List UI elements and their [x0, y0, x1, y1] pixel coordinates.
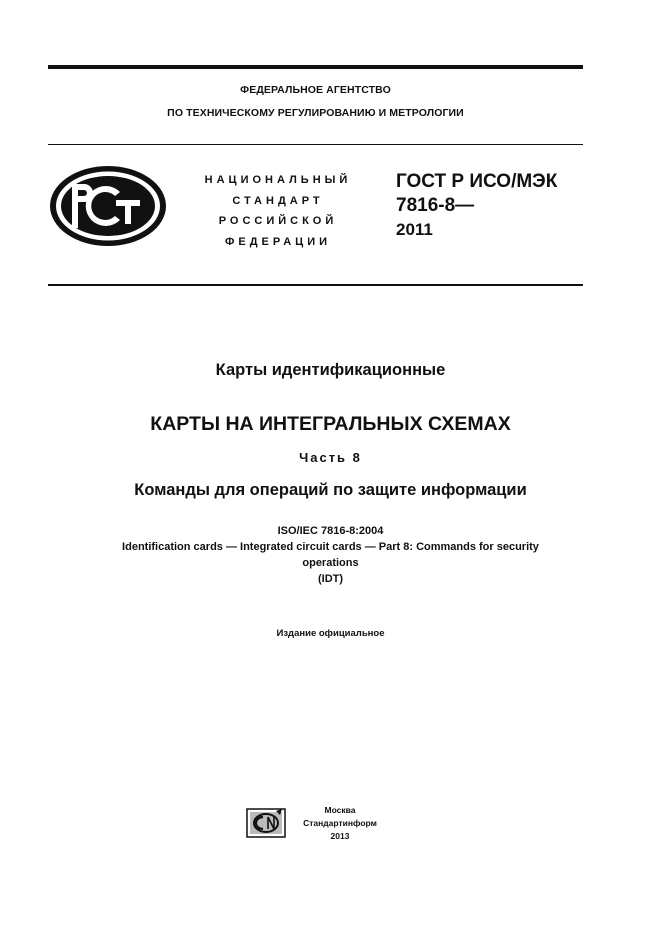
publisher-year: 2013	[330, 831, 350, 841]
iso-title-line-2: operations	[302, 557, 359, 569]
national-line-1: НАЦИОНАЛЬНЫЙ	[204, 174, 352, 186]
agency-line-1: ФЕДЕРАЛЬНОЕ АГЕНТСТВО	[240, 84, 391, 96]
national-line-2: СТАНДАРТ	[232, 194, 324, 207]
publisher-name: Стандартинформ	[303, 818, 377, 828]
top-rule	[48, 65, 583, 69]
iso-title-line-1: Identification cards — Integrated circuit cards — Part 8: Commands for security	[122, 541, 539, 553]
national-line-3: РОССИЙСКОЙ	[218, 215, 338, 227]
agency-line-2: ПО ТЕХНИЧЕСКОМУ РЕГУЛИРОВАНИЮ И МЕТРОЛОГИИ	[167, 107, 464, 119]
title-kind: Карты идентификационные	[215, 361, 446, 379]
title-main: КАРТЫ НА ИНТЕГРАЛЬНЫХ СХЕМАХ	[150, 413, 511, 435]
title-part: Часть 8	[299, 450, 362, 465]
designation-year: 2011	[396, 220, 433, 239]
publisher-city: Москва	[324, 805, 356, 815]
designation-line-2: 7816-8—	[396, 195, 475, 216]
bottom-rule	[48, 284, 583, 286]
title-subtitle: Команды для операций по защите информации	[134, 481, 527, 499]
designation-line-1: ГОСТ Р ИСО/МЭК	[396, 171, 558, 192]
standartinform-icon	[246, 808, 286, 838]
iso-degree: (IDT)	[317, 573, 344, 585]
iso-reference: ISO/IEC 7816-8:2004	[277, 525, 384, 537]
edition-label: Издание официальное	[276, 628, 385, 639]
middle-rule	[48, 144, 583, 145]
standard-designation	[396, 170, 557, 242]
rst-emblem-icon	[48, 164, 168, 248]
national-standard-label	[178, 170, 378, 252]
national-line-4: ФЕДЕРАЦИИ	[224, 235, 332, 248]
